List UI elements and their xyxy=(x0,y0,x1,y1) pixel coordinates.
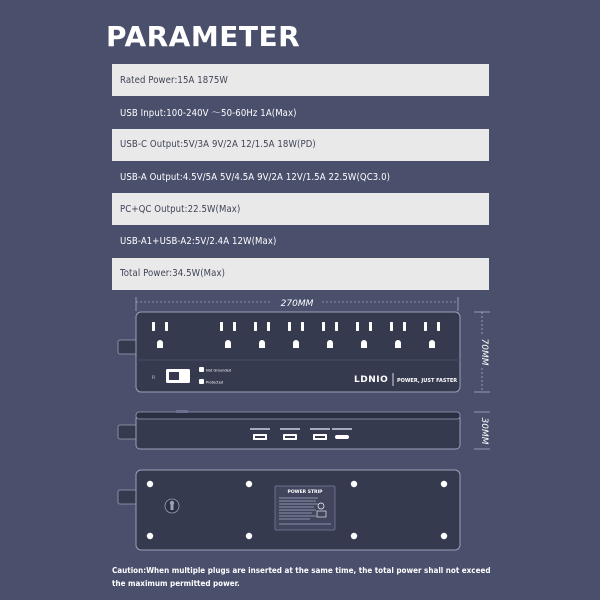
side-view xyxy=(118,410,460,449)
parameter-row-usb-a1-a2: USB-A1+USB-A2:5V/2.4A 12W(Max) xyxy=(120,236,277,248)
width-dimension-label: 270MM xyxy=(280,299,314,309)
rubber-foot xyxy=(246,533,252,539)
parameter-row-usb-c-output: USB-C Output:5V/3A 9V/2A 12/1.5A 18W(PD) xyxy=(112,129,489,161)
side-top-edge xyxy=(136,412,460,419)
indicator-light-protected xyxy=(199,379,204,384)
indicator-label-not-grounded: Not Grounded xyxy=(206,368,232,373)
back-cord-stub xyxy=(118,490,138,504)
svg-text:R: R xyxy=(152,376,156,381)
indicator-light-not-grounded xyxy=(199,367,204,372)
page-title: PARAMETER xyxy=(106,20,301,53)
height-dimension-label: 70MM xyxy=(479,338,489,366)
indicator-label-protected: Protected xyxy=(206,380,224,385)
back-view xyxy=(118,470,460,550)
rubber-foot xyxy=(246,481,252,487)
depth-dimension-label: 30MM xyxy=(479,417,489,445)
rubber-foot xyxy=(147,481,153,487)
side-cord-stub xyxy=(118,425,138,439)
parameter-row-rated-power: Rated Power:15A 1875W xyxy=(112,64,489,96)
parameter-row-usb-input: USB Input:100-240V ～50-60Hz 1A(Max) xyxy=(120,108,297,120)
parameter-row-total-power: Total Power:34.5W(Max) xyxy=(112,258,489,290)
rating-label-title: POWER STRIP xyxy=(287,490,323,495)
caution-note: Caution:When multiple plugs are inserted at the same time, the total power shall not exceed the maximum permitted power. xyxy=(112,566,491,588)
side-body xyxy=(136,415,460,449)
rubber-foot xyxy=(351,481,357,487)
rubber-foot xyxy=(441,533,447,539)
rubber-foot xyxy=(351,533,357,539)
brand-slogan: POWER, JUST FASTER xyxy=(397,378,458,384)
parameter-row-pc-qc-output: PC+QC Output:22.5W(Max) xyxy=(112,193,489,225)
rubber-foot xyxy=(147,533,153,539)
power-cord-stub xyxy=(118,340,138,354)
parameter-row-usb-a-output: USB-A Output:4.5V/5A 5V/4.5A 9V/2A 12V/1.5A 22.5W(QC3.0) xyxy=(120,171,391,183)
front-view xyxy=(118,312,460,392)
brand-logo: LDNIO xyxy=(354,375,389,385)
rubber-foot xyxy=(441,481,447,487)
